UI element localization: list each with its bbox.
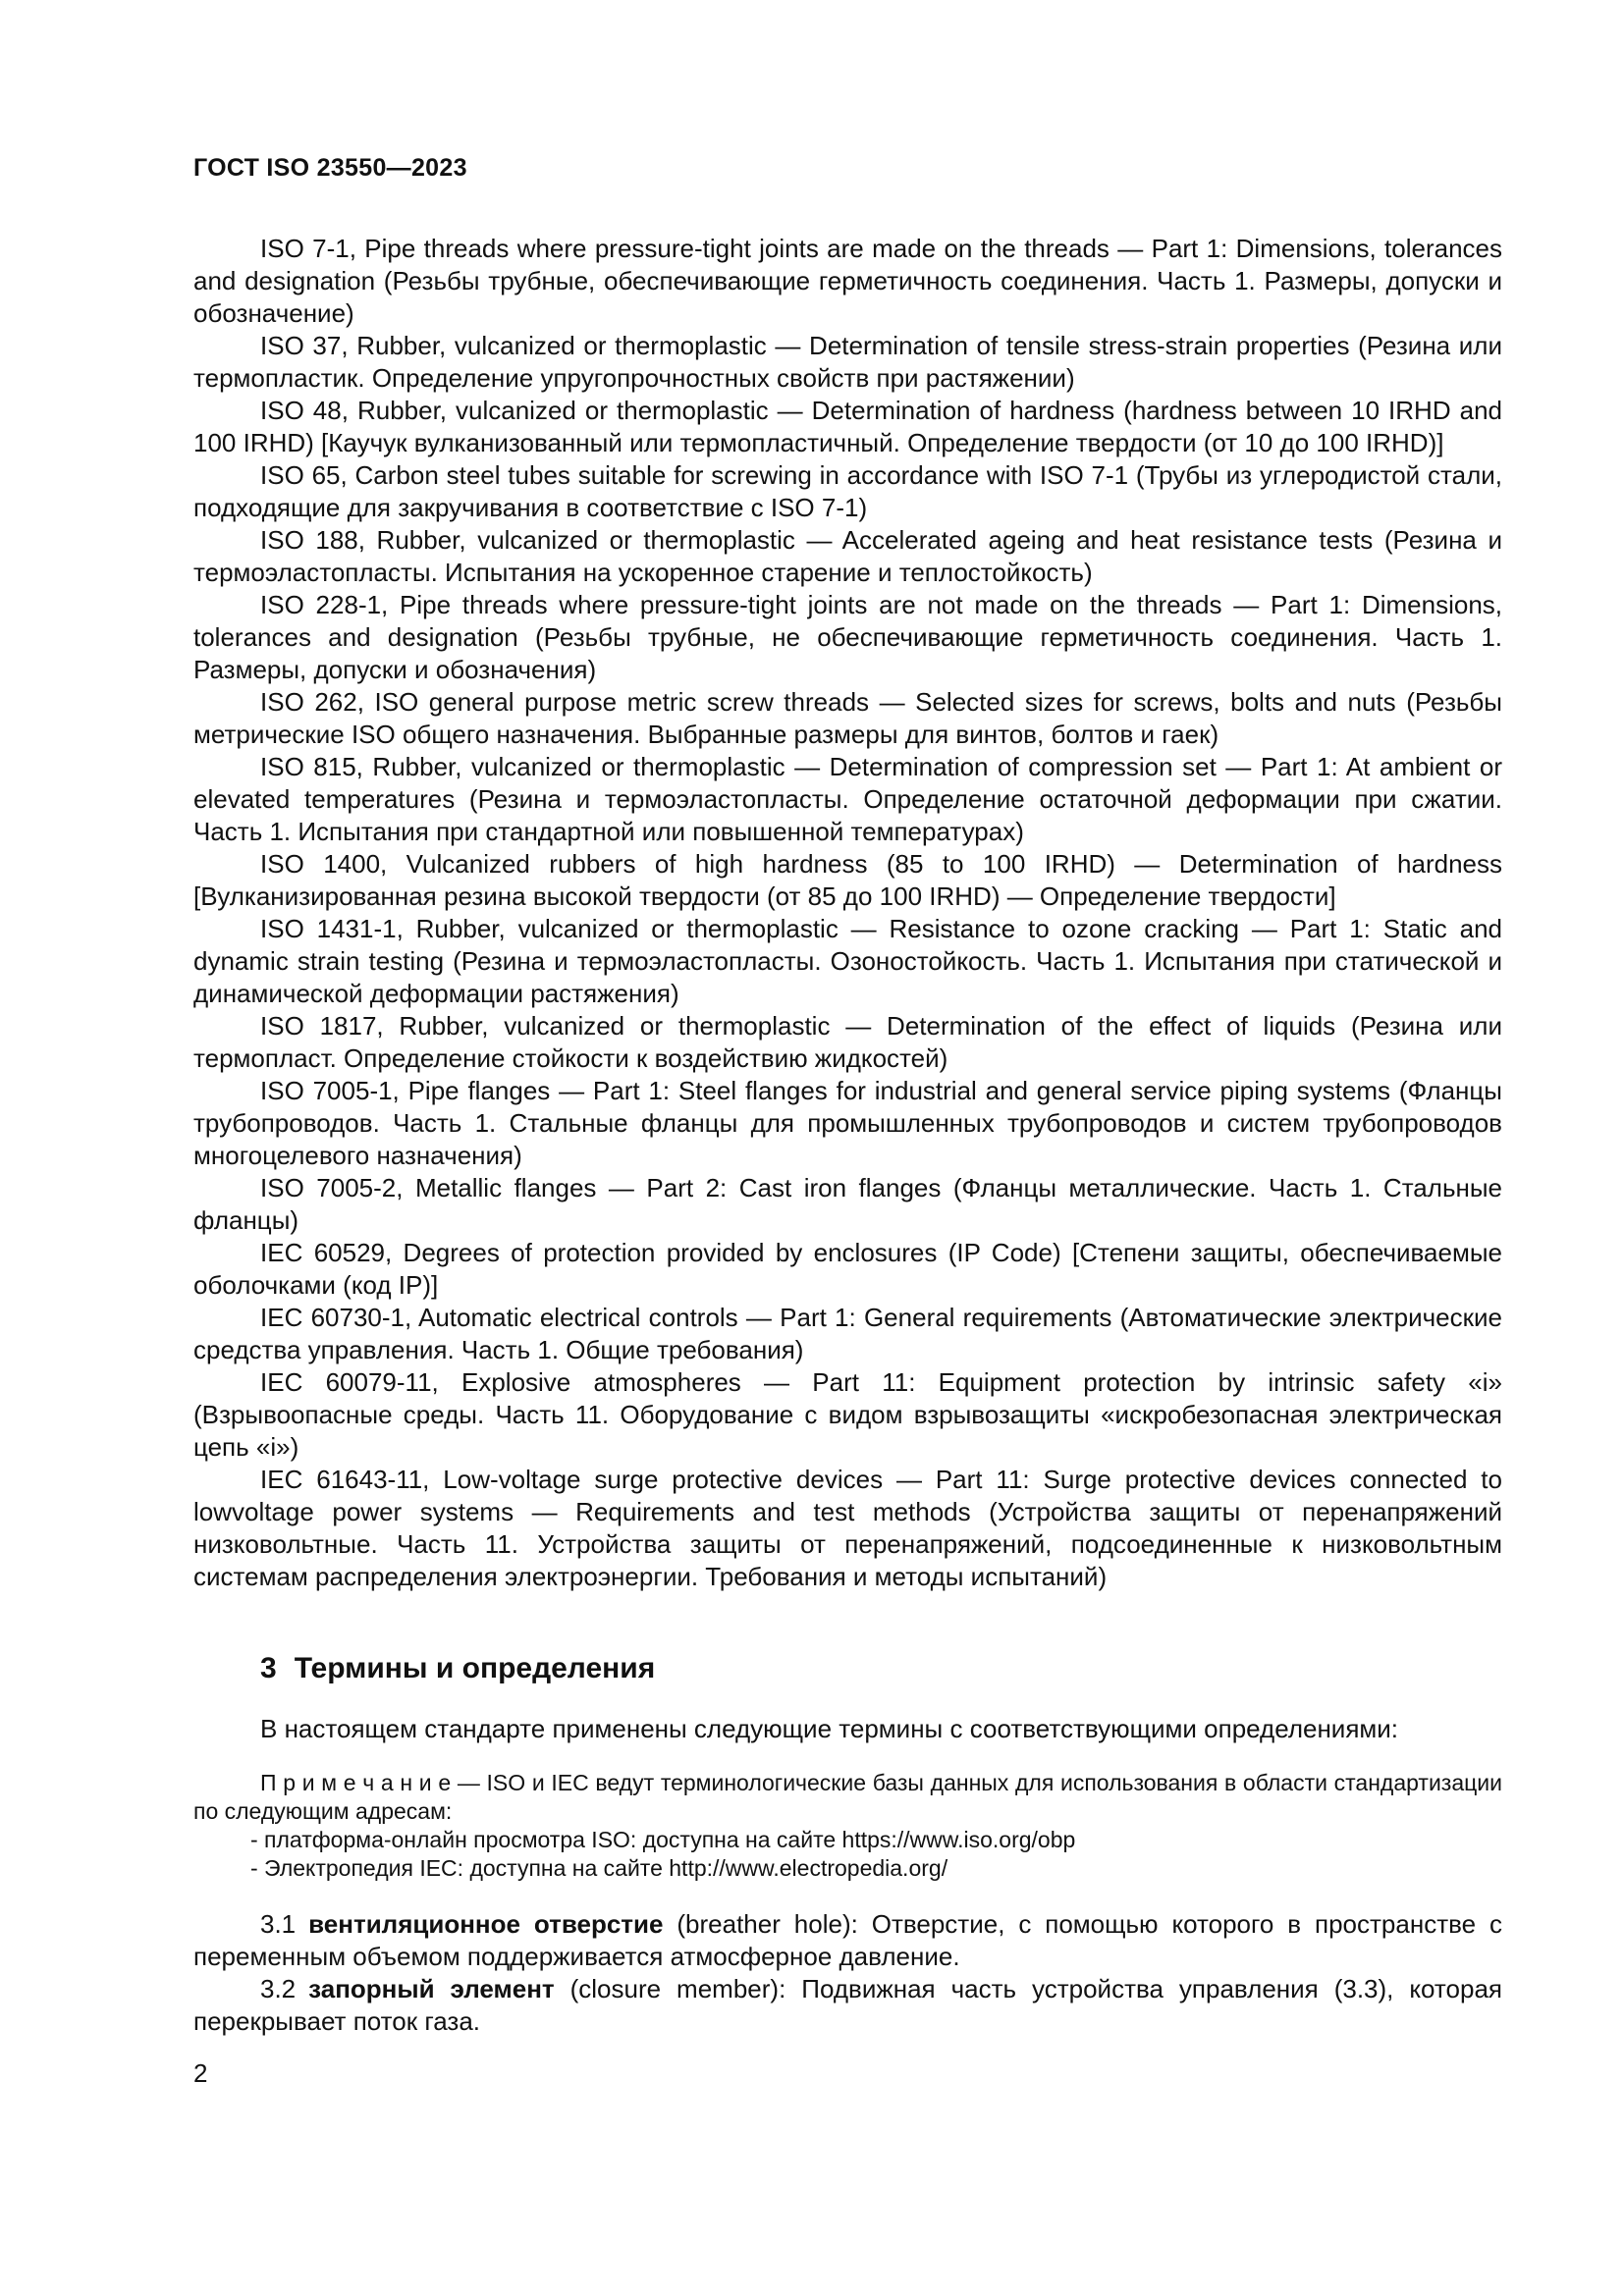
reference-paragraph: IEC 60730-1, Automatic electrical controls — Part 1: General requirements (Автоматические электрические средства управления. Часть 1. Общие требования)	[193, 1303, 1502, 1364]
section-number: 3	[260, 1652, 277, 1684]
note-item: - платформа-онлайн просмотра ISO: доступна на сайте https://www.iso.org/obp	[250, 1827, 1076, 1852]
reference-paragraph: ISO 7005-2, Metallic flanges — Part 2: Cast iron flanges (Фланцы металлические. Часть 1. Стальные фланцы)	[193, 1173, 1502, 1235]
note-item: - Электропедия IEC: доступна на сайте http://www.electropedia.org/	[250, 1855, 948, 1881]
reference-paragraph: ISO 65, Carbon steel tubes suitable for screwing in accordance with ISO 7-1 (Трубы из углеродистой стали, подходящие для закручивания в соответствие с ISO 7-1)	[193, 460, 1502, 522]
definition	[193, 1908, 1502, 1973]
running-header: ГОСТ ISO 23550—2023	[193, 154, 467, 182]
reference-paragraph: IEC 61643-11, Low-voltage surge protective devices — Part 11: Surge protective devices connected to lowvoltage power systems — Requirements and test methods (Устройства защиты от перенапряжений низковольтные. Часть 11. Устройства защиты от перенапряжений, подсоединенные к низковольтным системам распределения электроэнергии. Требования и методы испытаний)	[193, 1465, 1502, 1591]
reference-paragraph: ISO 262, ISO general purpose metric screw threads — Selected sizes for screws, bolts and nuts (Резьбы метрические ISO общего назначения. Выбранные размеры для винтов, болтов и гаек)	[193, 687, 1502, 749]
reference-paragraph: ISO 7005-1, Pipe flanges — Part 1: Steel flanges for industrial and general service piping systems (Фланцы трубопроводов. Часть 1. Стальные фланцы для промышленных трубопроводов и систем трубопроводов многоцелевого назначения)	[193, 1076, 1502, 1170]
reference-paragraph: ISO 815, Rubber, vulcanized or thermoplastic — Determination of compression set — Part 1: At ambient or elevated temperatures (Резина и термоэластопласты. Определение остаточной деформации при сжатии. Часть 1. Испытания при стандартной или повышенной температурах)	[193, 752, 1502, 846]
section-intro: В настоящем стандарте применены следующие термины с соответствующими определениями:	[260, 1714, 1399, 1743]
section-title: Термины и определения	[294, 1652, 656, 1684]
definition	[193, 1973, 1502, 2038]
reference-paragraph: ISO 188, Rubber, vulcanized or thermoplastic — Accelerated ageing and heat resistance tests (Резина и термоэластопласты. Испытания на ускоренное старение и теплостойкость)	[193, 525, 1502, 587]
definition-text: (closure member): Подвижная часть устройства управления (3.3), которая перекрывает поток газа.	[193, 1974, 1502, 2036]
note-text: П р и м е ч а н и е — ISO и IEC ведут терминологические базы данных для использования в области стандартизации по следующим адресам:	[193, 1770, 1502, 1824]
reference-paragraph: ISO 7-1, Pipe threads where pressure-tight joints are made on the threads — Part 1: Dimensions, tolerances and designation (Резьбы трубные, обеспечивающие герметичность соединения. Часть 1. Размеры, допуски и обозначение)	[193, 234, 1502, 328]
definition-text: (breather hole): Отверстие, с помощью которого в пространстве с переменным объемом поддерживается атмосферное давление.	[193, 1909, 1503, 1971]
reference-paragraph: ISO 1817, Rubber, vulcanized or thermoplastic — Determination of the effect of liquids (Резина или термопласт. Определение стойкости к воздействию жидкостей)	[193, 1011, 1502, 1073]
normative-references-list	[193, 233, 1502, 1593]
reference-paragraph: ISO 48, Rubber, vulcanized or thermoplastic — Determination of hardness (hardness between 10 IRHD and 100 IRHD) [Каучук вулканизованный или термопластичный. Определение твердости (от 10 до 100 IRHD)]	[193, 396, 1502, 457]
reference-paragraph: IEC 60529, Degrees of protection provided by enclosures (IP Code) [Степени защиты, обеспечиваемые оболочками (код IP)]	[193, 1238, 1502, 1300]
definition-number: 3.2	[260, 1974, 297, 2003]
page-number: 2	[193, 2058, 208, 2088]
reference-paragraph: IEC 60079-11, Explosive atmospheres — Part 11: Equipment protection by intrinsic safety «i» (Взрывоопасные среды. Часть 11. Оборудование с видом взрывозащиты «искробезопасная электрическая цепь «i»)	[193, 1367, 1502, 1462]
reference-paragraph: ISO 37, Rubber, vulcanized or thermoplastic — Determination of tensile stress-strain properties (Резина или термопластик. Определение упругопрочностных свойств при растяжении)	[193, 331, 1502, 393]
definitions-list	[193, 1908, 1502, 2038]
reference-paragraph: ISO 228-1, Pipe threads where pressure-tight joints are not made on the threads — Part 1: Dimensions, tolerances and designation (Резьбы трубные, не обеспечивающие герметичность соединения. Часть 1. Размеры, допуски и обозначения)	[193, 590, 1502, 684]
definition-term: запорный элемент	[308, 1974, 555, 2003]
reference-paragraph: ISO 1431-1, Rubber, vulcanized or thermoplastic — Resistance to ozone cracking — Part 1: Static and dynamic strain testing (Резина и термоэластопласты. Озоностойкость. Часть 1. Испытания при статической и динамической деформации растяжения)	[193, 914, 1502, 1008]
definition-number: 3.1	[260, 1909, 297, 1939]
reference-paragraph: ISO 1400, Vulcanized rubbers of high hardness (85 to 100 IRHD) — Determination of hardness [Вулканизированная резина высокой твердости (от 85 до 100 IRHD) — Определение твердости]	[193, 849, 1502, 911]
definition-term: вентиляционное отверстие	[308, 1909, 664, 1939]
note-block	[193, 1769, 1502, 1883]
section-heading	[260, 1650, 1502, 1687]
